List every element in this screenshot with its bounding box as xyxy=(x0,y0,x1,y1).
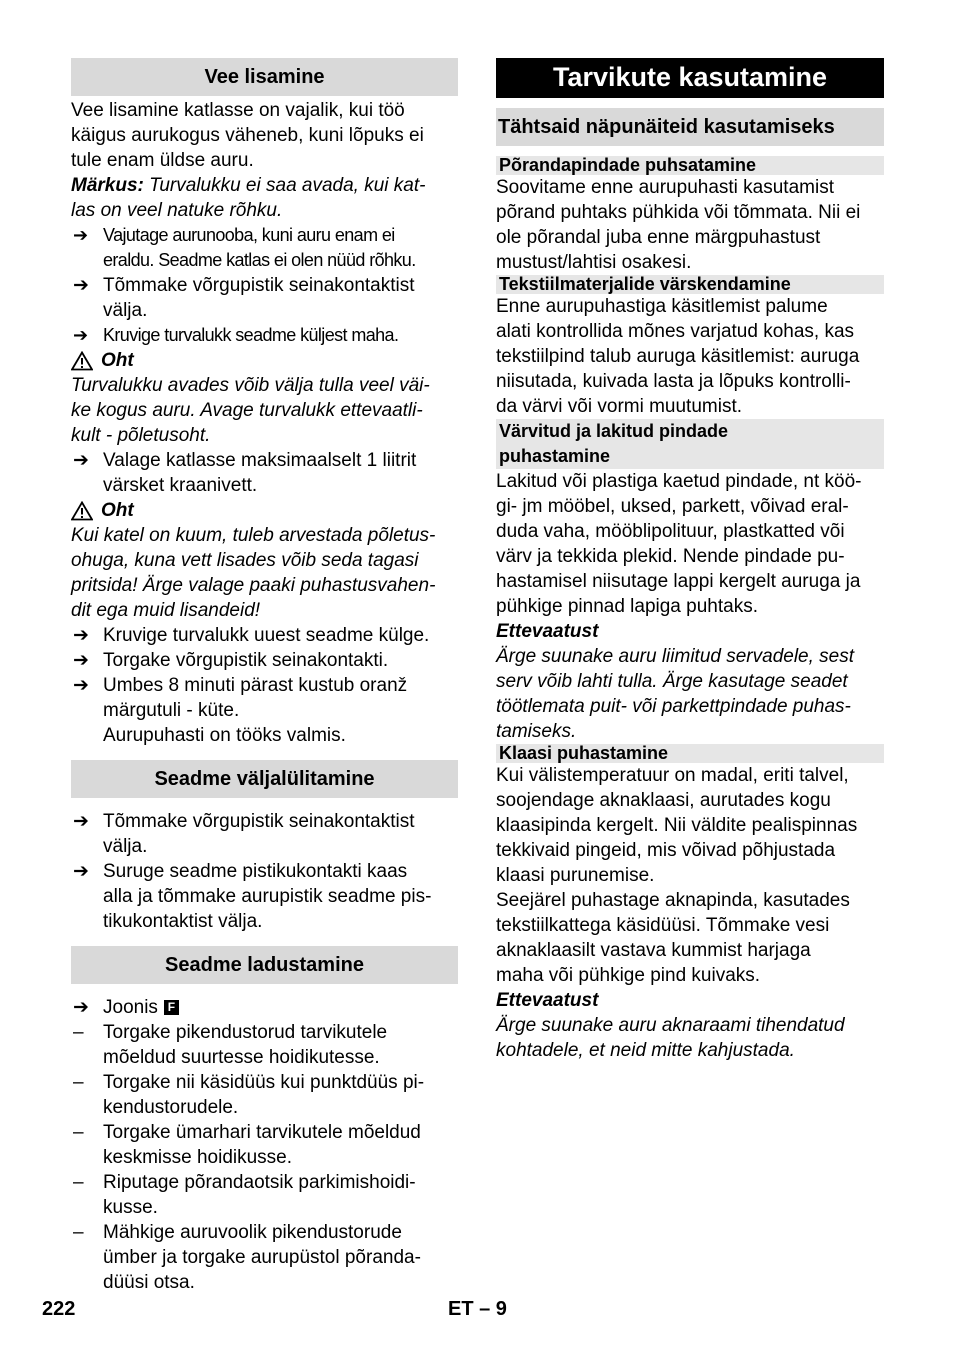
caution-label: Ettevaatust xyxy=(496,990,599,1011)
warning-text-line: Turvalukku avades võib välja tulla veel väi- xyxy=(71,375,430,396)
painted-text-line: hastamisel niisutage lappi kergelt auruga ja xyxy=(496,571,861,592)
warning-heading xyxy=(71,348,458,373)
dash-line: kendustorudele. xyxy=(103,1097,239,1118)
textile-text-line: tekstiilpind talub auruga käsitlemist: auruga xyxy=(496,346,860,367)
warning-label: Oht xyxy=(101,350,134,371)
floor-text-line: mustust/lahtisi osakesi. xyxy=(496,252,692,273)
dash-line: keskmisse hoidikusse. xyxy=(103,1147,293,1168)
step-line: alla ja tõmmake aurupistik seadme pis- xyxy=(103,886,432,907)
right-column xyxy=(496,58,884,1063)
floor-text-line: Soovitame enne aurupuhasti kasutamist xyxy=(496,177,834,198)
page-number: 222 xyxy=(42,1298,76,1320)
subheading-line: Värvitud ja lakitud pindade xyxy=(499,421,729,441)
warning-triangle-icon xyxy=(71,351,93,371)
dash-item xyxy=(71,1070,458,1120)
dash-item xyxy=(71,1020,458,1070)
step-line: värsket kraanivett. xyxy=(103,475,258,496)
caution-text-line: serv võib lahti tulla. Ärge kasutage seadet xyxy=(496,671,848,692)
note-paragraph xyxy=(71,173,458,198)
dash-line: Torgake ümarhari tarvikutele mõeldud xyxy=(103,1122,421,1143)
step-line: Suruge seadme pistikukontakti kaas xyxy=(103,861,408,882)
arrow-icon: ➔ xyxy=(73,675,89,696)
painted-text-line: duda vaha, mööblipolituur, plastkatted või xyxy=(496,521,845,542)
step-line: Kruvige turvalukk seadme küljest maha. xyxy=(103,325,399,345)
warning-text-line: kult - põletusoht. xyxy=(71,425,211,446)
step-line: tikukontaktist välja. xyxy=(103,911,263,932)
warning-text-line: ohuga, kuna vett lisades võib seda tagasi xyxy=(71,550,419,571)
step-line: välja. xyxy=(103,836,148,857)
dash-line: Mähkige auruvoolik pikendustorude xyxy=(103,1222,402,1243)
glass-text-line: aknaklaasilt vastava kummist harjaga xyxy=(496,940,811,961)
caution-text-line: Ärge suunake auru liimitud servadele, sest xyxy=(496,646,855,667)
floor-text-line: põrand puhtaks pühkida või tõmmata. Nii ei xyxy=(496,202,861,223)
subheading-line: puhastamine xyxy=(499,446,611,466)
arrow-icon: ➔ xyxy=(73,861,89,882)
step-line: välja. xyxy=(103,300,148,321)
dash-line: kusse. xyxy=(103,1197,158,1218)
dash-bullet: – xyxy=(73,1122,84,1143)
textile-text-line: Enne aurupuhastiga käsitlemist palume xyxy=(496,296,828,317)
glass-text-line: maha või pühkige pind kuivaks. xyxy=(496,965,761,986)
subheading-glass: Klaasi puhastamine xyxy=(496,744,884,763)
arrow-icon: ➔ xyxy=(73,997,89,1018)
textile-text-line: niisutada, kuivada lasta ja lõpuks kontrolli- xyxy=(496,371,851,392)
note-text: Turvalukku ei saa avada, kui kat- xyxy=(143,175,426,196)
arrow-icon: ➔ xyxy=(73,650,89,671)
section-heading-ladustamine: Seadme ladustamine xyxy=(71,946,458,984)
figure-label: Joonis xyxy=(103,997,158,1018)
chapter-title: Tarvikute kasutamine xyxy=(496,58,884,98)
section-heading-tips: Tähtsaid näpunäiteid kasutamiseks xyxy=(496,108,884,146)
step-line: Kruvige turvalukk uuest seadme külge. xyxy=(103,625,430,646)
warning-heading xyxy=(71,498,458,523)
step-item xyxy=(71,623,458,648)
subheading-floor: Põrandapindade puhsatamine xyxy=(496,156,884,175)
left-column xyxy=(71,58,458,1295)
glass-text-line: tekkivaid pingeid, mis võivad põhjustada xyxy=(496,840,836,861)
glass-text-line: tekstiilkattega käsidüüsi. Tõmmake vesi xyxy=(496,915,830,936)
step-item xyxy=(71,673,458,723)
painted-text-line: gi- jm mööbel, uksed, parkett, võivad eral- xyxy=(496,496,849,517)
step-item xyxy=(71,323,458,348)
step-line: Tõmmake võrgupistik seinakontaktist xyxy=(103,811,415,832)
step-line: Tõmmake võrgupistik seinakontaktist xyxy=(103,275,415,296)
section-heading-valjalulitamine: Seadme väljalülitamine xyxy=(71,760,458,798)
caution-text-line: Ärge suunake auru aknaraami tihendatud xyxy=(496,1015,845,1036)
painted-text-line: värv ja tekkida plekid. Nende pindade pu- xyxy=(496,546,845,567)
figure-reference xyxy=(71,995,458,1020)
note-label: Märkus: xyxy=(71,175,144,196)
glass-text-line: klaasi purunemise. xyxy=(496,865,655,886)
caution-text-line: tamiseks. xyxy=(496,721,577,742)
vee-intro-line: Vee lisamine katlasse on vajalik, kui töö xyxy=(71,100,405,121)
warning-text-line: pritsida! Ärge valage paaki puhastusvahen- xyxy=(71,575,436,596)
section-page-label: ET – 9 xyxy=(448,1298,507,1320)
vee-intro-line: käigus aurukogus väheneb, kuni lõpuks ei xyxy=(71,125,424,146)
arrow-icon: ➔ xyxy=(73,625,89,646)
dash-line: Torgake pikendustorud tarvikutele xyxy=(103,1022,388,1043)
glass-text-line: soojendage aknaklaasi, aurutades kogu xyxy=(496,790,831,811)
dash-item xyxy=(71,1120,458,1170)
caution-text-line: kohtadele, et neid mitte kahjustada. xyxy=(496,1040,795,1061)
dash-line: Riputage põrandaotsik parkimishoidi- xyxy=(103,1172,416,1193)
warning-text-line: Kui katel on kuum, tuleb arvestada põletus- xyxy=(71,525,436,546)
textile-text-line: alati kontrollida mõnes varjatud kohas, kas xyxy=(496,321,855,342)
glass-text-line: Seejärel puhastage aknapinda, kasutades xyxy=(496,890,850,911)
arrow-icon: ➔ xyxy=(73,811,89,832)
arrow-icon: ➔ xyxy=(73,450,89,471)
dash-line: mõeldud suurtesse hoidikutesse. xyxy=(103,1047,380,1068)
step-item xyxy=(71,859,458,934)
warning-text-line: dit ega muid lisandeid! xyxy=(71,600,261,621)
caution-text-line: töötlemata puit- või parkettpindade puhas- xyxy=(496,696,851,717)
dash-bullet: – xyxy=(73,1072,84,1093)
warning-triangle-icon xyxy=(71,501,93,521)
subheading-painted xyxy=(496,419,884,469)
figure-letter-badge: F xyxy=(164,1000,179,1015)
painted-text-line: Lakitud või plastiga kaetud pindade, nt köö- xyxy=(496,471,862,492)
step-line: Torgake võrgupistik seinakontakti. xyxy=(103,650,389,671)
step-line: märgutuli - küte. xyxy=(103,700,240,721)
section-heading-vee-lisamine: Vee lisamine xyxy=(71,58,458,96)
dash-bullet: – xyxy=(73,1022,84,1043)
step-item xyxy=(71,448,458,498)
warning-text-line: ke kogus auru. Avage turvalukk ettevaatli- xyxy=(71,400,423,421)
step-item xyxy=(71,223,458,273)
dash-item xyxy=(71,1170,458,1220)
caution-label: Ettevaatust xyxy=(496,621,599,642)
glass-text-line: Kui välistemperatuur on madal, eriti talvel, xyxy=(496,765,849,786)
floor-text-line: ole põrandal juba enne märgpuhastust xyxy=(496,227,821,248)
step-line: Vajutage aurunooba, kuni auru enam ei xyxy=(103,225,395,245)
dash-line: ümber ja torgake aurupüstol põranda- xyxy=(103,1247,421,1268)
vee-intro-line: tule enam üldse auru. xyxy=(71,150,254,171)
arrow-icon: ➔ xyxy=(73,225,88,245)
arrow-icon: ➔ xyxy=(73,325,88,345)
glass-text-line: klaasipinda kergelt. Nii väldite pealispinnas xyxy=(496,815,858,836)
dash-line: Torgake nii käsidüüs kui punktdüüs pi- xyxy=(103,1072,425,1093)
painted-text-line: pühkige pinnad lapiga puhtaks. xyxy=(496,596,758,617)
note-text-cont: las on veel natuke rõhku. xyxy=(71,200,283,221)
step-line: Valage katlasse maksimaalselt 1 liitrit xyxy=(103,450,417,471)
dash-line: düüsi otsa. xyxy=(103,1272,195,1293)
step-item xyxy=(71,648,458,673)
ready-text: Aurupuhasti on tööks valmis. xyxy=(103,725,346,746)
arrow-icon: ➔ xyxy=(73,275,89,296)
dash-bullet: – xyxy=(73,1172,84,1193)
textile-text-line: da värvi või vormi muutumist. xyxy=(496,396,743,417)
subheading-textile: Tekstiilmaterjalide värskendamine xyxy=(496,275,884,294)
warning-label: Oht xyxy=(101,500,134,521)
step-line: Umbes 8 minuti pärast kustub oranž xyxy=(103,675,408,696)
step-line: eraldu. Seadme katlas ei olen nüüd rõhku. xyxy=(103,250,416,270)
step-item xyxy=(71,809,458,859)
dash-bullet: – xyxy=(73,1222,84,1243)
step-item xyxy=(71,273,458,323)
dash-item xyxy=(71,1220,458,1295)
